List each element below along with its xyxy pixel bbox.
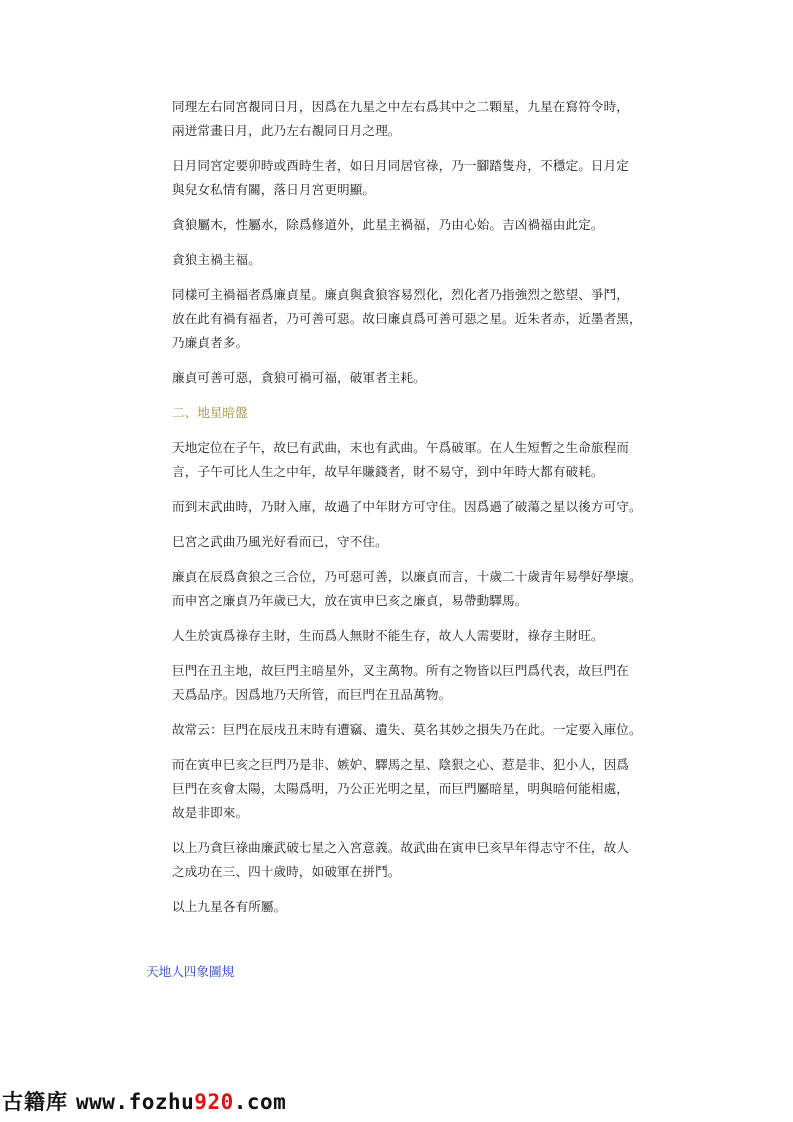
- paragraph-line: 同理左右同宮覩同日月，因爲在九星之中左右爲其中之二顆星，九星在寫符令時，: [172, 99, 629, 114]
- paragraph: [172, 753, 662, 825]
- paragraph-line: 以上乃貪巨祿曲廉武破七星之入宮意義。故武曲在寅申巳亥早年得志守不住，故人: [172, 840, 629, 855]
- paragraph-line: 日月同宮定要卯時或酉時生者，如日月同居官祿，乃一腳踏隻舟，不穩定。日月定: [172, 158, 629, 173]
- paragraph: [172, 248, 662, 272]
- paragraph-line: 而在寅申巳亥之巨門乃是非、嫉妒、驛馬之星、陰狠之心、惹是非、犯小人，因爲: [172, 757, 629, 772]
- paragraph-line: 巨門在丑主地，故巨門主暗星外，叉主萬物。所有之物皆以巨門爲代表，故巨門在: [172, 663, 629, 678]
- paragraph-line: 巨門在亥會太陽，太陽爲明，乃公正光明之星，而巨門屬暗星，明與暗何能相處，: [172, 781, 629, 796]
- nav-link-heaven-earth-human[interactable]: 天地人四象圖規: [146, 964, 235, 979]
- paragraph: [172, 718, 662, 742]
- paragraph-line: 故常云：巨門在辰戌丑末時有遭竊、遺失、莫名其妙之損失乃在此。一定要入庫位。: [172, 722, 642, 737]
- paragraph-line: 天地定位在子午，故巳有武曲，末也有武曲。午爲破軍。在人生短暫之生命旅程而: [172, 440, 629, 455]
- paragraph-line: 貪狼屬木，性屬水，除爲修道外，此星主禍福，乃由心始。吉凶禍福由此定。: [172, 217, 604, 232]
- paragraph-line: 天爲品序。因爲地乃天所管，而巨門在丑品萬物。: [172, 687, 452, 702]
- paragraph: [172, 530, 662, 554]
- paragraph-line: 兩迸常畫日月，此乃左右覩同日月之理。: [172, 123, 401, 138]
- paragraph-line: 人生於寅爲祿存主財，生而爲人無財不能生存，故人人需要財，祿存主財旺。: [172, 628, 604, 643]
- paragraph: [172, 836, 662, 884]
- paragraph-line: 放在此有禍有福者，乃可善可惡。故曰廉貞爲可善可惡之星。近朱者赤，近墨者黑，: [172, 311, 642, 326]
- paragraph-line: 巳宮之武曲乃風光好看而已，守不住。: [172, 534, 388, 549]
- site-url-suffix: .com: [233, 1090, 287, 1114]
- paragraph-line: 言，子午可比人生之中年，故早年賺錢者，財不易守，到中年時大都有破耗。: [172, 464, 604, 479]
- paragraph-line: 之成功在三、四十歲時，如破軍在拼鬥。: [172, 864, 401, 879]
- paragraph-line: 與兒女私情有關，落日月宮更明顯。: [172, 182, 376, 197]
- paragraph-line: 廉貞可善可惡，貪狼可禍可福，破軍者主耗。: [172, 370, 426, 385]
- paragraph: [172, 495, 662, 519]
- paragraph-line: 以上九星各有所屬。: [172, 899, 287, 914]
- paragraph: [172, 154, 662, 202]
- footer-watermark: [2, 1086, 286, 1116]
- paragraph-line: 而到末武曲時，乃財入庫，故過了中年財方可守住。因爲過了破蕩之星以後方可守。: [172, 499, 642, 514]
- paragraph-line: 故是非即來。: [172, 805, 249, 820]
- paragraph-line: 同樣可主禍福者爲廉貞星。廉貞與貪狼容易烈化，烈化者乃指強烈之慾望、爭鬥，: [172, 287, 629, 302]
- paragraph: [172, 565, 662, 613]
- paragraph-line: 貪狼主禍主福。: [172, 252, 261, 267]
- site-url-prefix: www.fozhu: [76, 1090, 195, 1114]
- paragraph: [172, 366, 662, 390]
- site-brand: 古籍库: [2, 1090, 68, 1114]
- paragraph: [172, 213, 662, 237]
- paragraph: [172, 436, 662, 484]
- section-heading: 二、地星暗盤: [172, 405, 248, 420]
- paragraph-line: 廉貞在辰爲貪狼之三合位，乃可惡可善，以廉貞而言，十歲二十歲青年易學好學壞。: [172, 569, 642, 584]
- paragraph: [172, 659, 662, 707]
- paragraph: [172, 283, 662, 355]
- paragraph: [172, 624, 662, 648]
- paragraph: [172, 95, 662, 143]
- paragraph-line: 而申宮之廉貞乃年歲已大，放在寅申巳亥之廉貞，易帶動驛馬。: [172, 593, 528, 608]
- document-body: [172, 95, 662, 930]
- paragraph-line: 乃廉貞者多。: [172, 335, 249, 350]
- site-url-number: 920: [194, 1090, 234, 1114]
- paragraph: [172, 895, 662, 919]
